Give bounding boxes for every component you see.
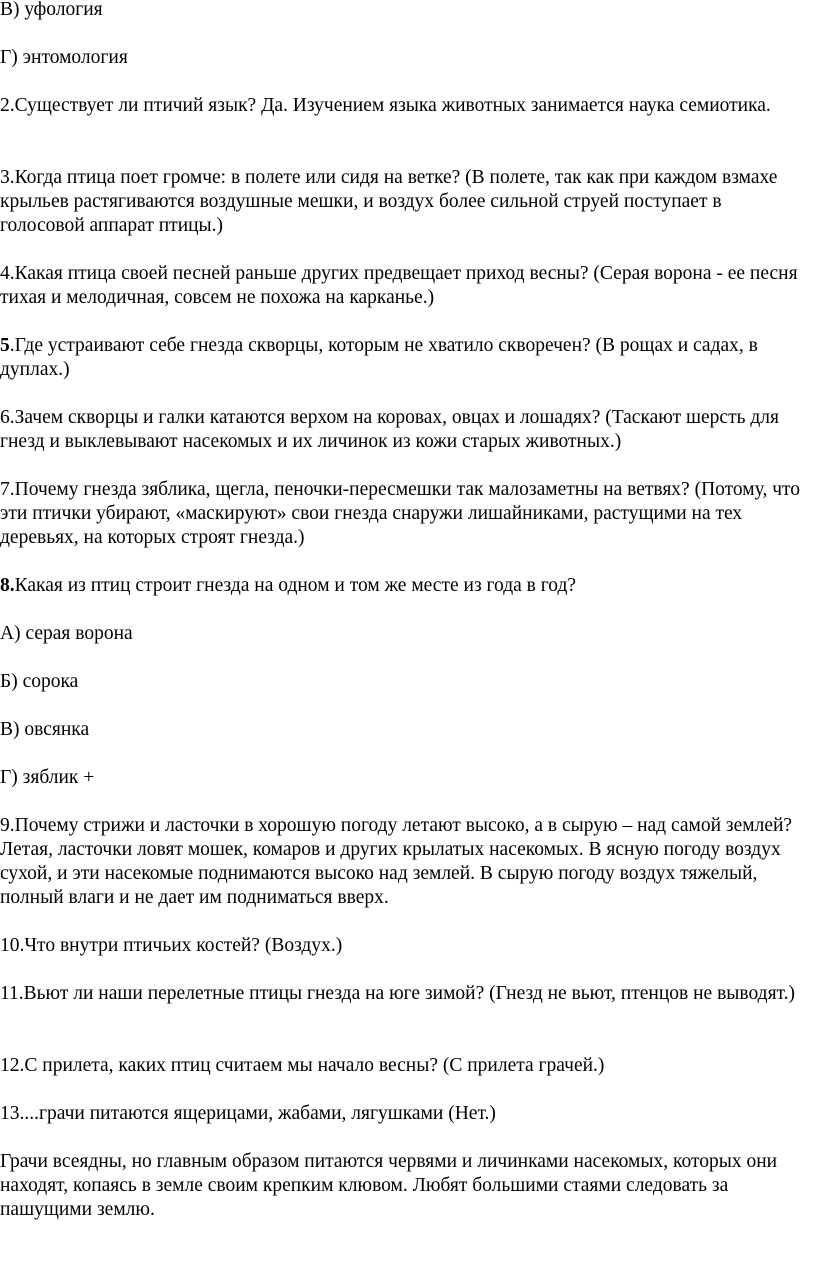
question-4: 4.Какая птица своей песней раньше других предвещает приход весны? (Серая ворона - ее песня тихая и мелодичная, совсем не похожа на карканье.) <box>0 263 798 308</box>
question-text: Какая из птиц строит гнезда на одном и том же месте из года в год? <box>14 575 577 596</box>
answer-option-a: А) серая ворона <box>0 623 133 644</box>
answer-option-g: Г) зяблик + <box>0 767 95 788</box>
answer-option-b: Б) сорока <box>0 671 79 692</box>
question-text: .Где устраивают себе гнезда скворцы, которым не хватило скворечен? (В рощах и садах, в дуплах.) <box>0 335 758 380</box>
question-number: 5 <box>0 335 10 356</box>
question-9: 9.Почему стрижи и ласточки в хорошую погоду летают высоко, а в сырую – над самой землей? Летая, ласточки ловят мошек, комаров и других крылатых насекомых. В ясную погоду воздух сухой, и эти насекомые поднимаются высоко над землей. В сырую погоду воздух тяжелый, полный влаги и не дает им подниматься вверх. <box>0 815 793 908</box>
answer-option-v: В) овсянка <box>0 719 90 740</box>
answer-option-g-entomology: Г) энтомология <box>0 47 128 68</box>
question-13: 13....грачи питаются ящерицами, жабами, лягушками (Нет.) <box>0 1103 496 1124</box>
question-12: 12.С прилета, каких птиц считаем мы начало весны? (С прилета грачей.) <box>0 1055 605 1076</box>
question-2: 2.Существует ли птичий язык? Да. Изучением языка животных занимается наука семиотика. <box>0 95 771 116</box>
question-5 <box>0 334 810 382</box>
answer-option-v-ufology: В) уфология <box>0 0 103 20</box>
question-6: 6.Зачем скворцы и галки катаются верхом на коровах, овцах и лошадях? (Таскают шерсть для гнезд и выклевывают насекомых и их личинок из кожи старых животных.) <box>0 407 779 452</box>
question-3: 3.Когда птица поет громче: в полете или сидя на ветке? (В полете, так как при каждом взмахе крыльев растягиваются воздушные мешки, и воздух более сильной струей поступает в голосовой аппарат птицы.) <box>0 167 778 236</box>
question-11: 11.Вьют ли наши перелетные птицы гнезда на юге зимой? (Гнезд не вьют, птенцов не выводят.) <box>0 983 795 1004</box>
question-8 <box>0 574 810 598</box>
closing-paragraph: Грачи всеядны, но главным образом питаются червями и личинками насекомых, которых они находят, копаясь в земле своим крепким клювом. Любят большими стаями следовать за пашущими землю. <box>0 1151 778 1220</box>
question-number: 8. <box>0 575 15 596</box>
question-10: 10.Что внутри птичьих костей? (Воздух.) <box>0 935 343 956</box>
question-7: 7.Почему гнезда зяблика, щегла, пеночки-пересмешки так малозаметны на ветвях? (Потому, что эти птички убирают, «маскируют» свои гнезда снаружи лишайниками, растущими на тех деревьях, на которых строят гнезда.) <box>0 479 801 548</box>
